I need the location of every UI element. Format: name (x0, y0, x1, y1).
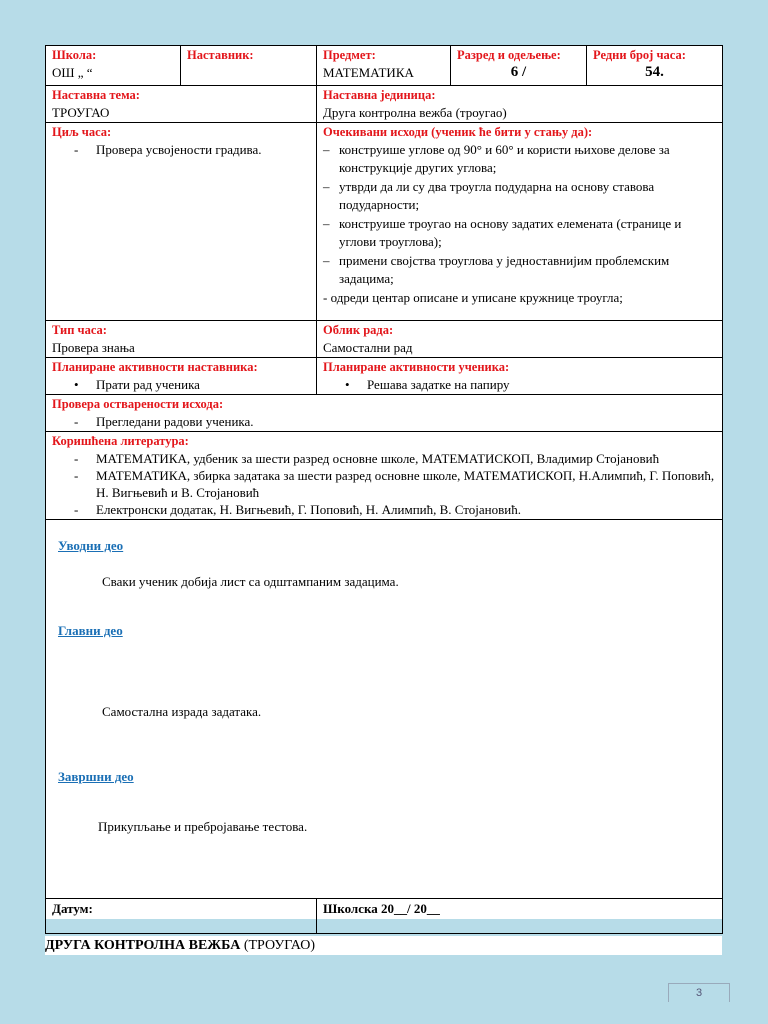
outcome-item: – утврди да ли су два троугла подударна на основу ставова подударности; (323, 178, 716, 214)
topic-label: Наставна тема: (52, 88, 140, 102)
goal-cell (46, 123, 317, 321)
document-caption (45, 936, 722, 955)
subject-cell (317, 46, 451, 86)
school-value: ОШ „ “ (52, 65, 93, 80)
school-year-label: Школска 20__/ 20__ (323, 901, 440, 916)
lesson-plan-page (45, 45, 722, 919)
grade-cell (451, 46, 587, 86)
work-form-label: Облик рада: (323, 323, 394, 337)
final-section-text: Прикупљање и пребројавање тестова. (98, 819, 308, 834)
literature-cell (46, 432, 723, 520)
intro-section-title: Уводни део (58, 538, 124, 553)
goal-item: - Провера усвојености градива. (52, 141, 310, 158)
outcomes-list (323, 141, 716, 307)
goal-label: Циљ часа: (52, 125, 112, 139)
lesson-number-value: 54. (645, 64, 664, 80)
lesson-type-label: Тип часа: (52, 323, 107, 337)
school-cell (46, 46, 181, 86)
lesson-plan-table (45, 45, 723, 934)
literature-item: - МАТЕМАТИКА, збирка задатака за шести разред основне школе, МАТЕМАТИСКОП, Н.Алимпић, Г. Поповић, Н. Вигњевић и В. Стојановић (52, 467, 716, 501)
literature-item: - МАТЕМАТИКА, удбеник за шести разред основне школе, МАТЕМАТИСКОП, Владимир Стојановић (52, 450, 716, 467)
school-year-cell (317, 899, 723, 934)
subject-label: Предмет: (323, 48, 376, 62)
unit-value: Друга контролна вежба (троугао) (323, 105, 507, 120)
outcomes-label: Очекивани исходи (ученик ће бити у стању да): (323, 125, 593, 139)
literature-list (52, 450, 716, 518)
topic-cell (46, 86, 317, 123)
lesson-type-cell (46, 321, 317, 358)
student-activities-label: Планиране активности ученика: (323, 360, 510, 374)
teacher-activity-item: • Прати рад ученика (52, 376, 310, 393)
main-section-text: Самостална израда задатака. (102, 704, 262, 719)
lesson-number-label: Редни број часа: (593, 48, 686, 62)
outcome-check-item: - Прегледани радови ученика. (52, 413, 716, 430)
unit-cell (317, 86, 723, 123)
date-label: Датум: (52, 901, 93, 916)
literature-item: - Електронски додатак, Н. Вигњевић, Г. Поповић, Н. Алимпић, В. Стојановић. (52, 501, 716, 518)
work-form-value: Самостални рад (323, 340, 413, 355)
caption-bold: ДРУГА КОНТРОЛНА ВЕЖБА (45, 938, 241, 953)
outcomes-cell (317, 123, 723, 321)
grade-label: Разред и одељење: (457, 48, 561, 62)
lesson-flow-cell (46, 520, 723, 899)
topic-value: ТРОУГАО (52, 105, 110, 120)
unit-label: Наставна јединица: (323, 88, 436, 102)
page-number: 3 (668, 983, 730, 1002)
student-activity-item: • Решава задатке на папиру (323, 376, 716, 393)
school-label: Школа: (52, 48, 97, 62)
grade-value: 6 / (510, 64, 527, 80)
literature-label: Коришћена литература: (52, 434, 189, 448)
teacher-activities-label: Планиране активности наставника: (52, 360, 258, 374)
outcome-check-label: Провера остварености исхода: (52, 397, 224, 411)
lesson-number-cell (587, 46, 723, 86)
teacher-label: Наставник: (187, 48, 254, 62)
caption-normal: (ТРОУГАО) (240, 938, 315, 953)
outcome-item: – примени својства троуглова у једноставнијим проблемским задацима; (323, 252, 716, 288)
outcome-item: – конструише углове од 90° и 60° и користи њихове делове за конструкције других углова; (323, 141, 716, 177)
outcome-item: – конструише троугао на основу задатих елемената (странице и углови троуглова); (323, 215, 716, 251)
student-activities-cell (317, 358, 723, 395)
header-row (46, 46, 723, 86)
outcome-item: - одреди центар описане и уписане кружнице троугла; (323, 290, 623, 305)
final-section-title: Завршни део (58, 769, 134, 784)
lesson-type-value: Провера знања (52, 340, 135, 355)
intro-section-text: Сваки ученик добија лист са одштампаним задацима. (102, 574, 399, 589)
teacher-activities-cell (46, 358, 317, 395)
work-form-cell (317, 321, 723, 358)
outcome-check-cell (46, 395, 723, 432)
date-cell (46, 899, 317, 934)
subject-value: МАТЕМАТИКА (323, 65, 414, 80)
main-section-title: Главни део (58, 623, 123, 638)
teacher-cell (181, 46, 317, 86)
